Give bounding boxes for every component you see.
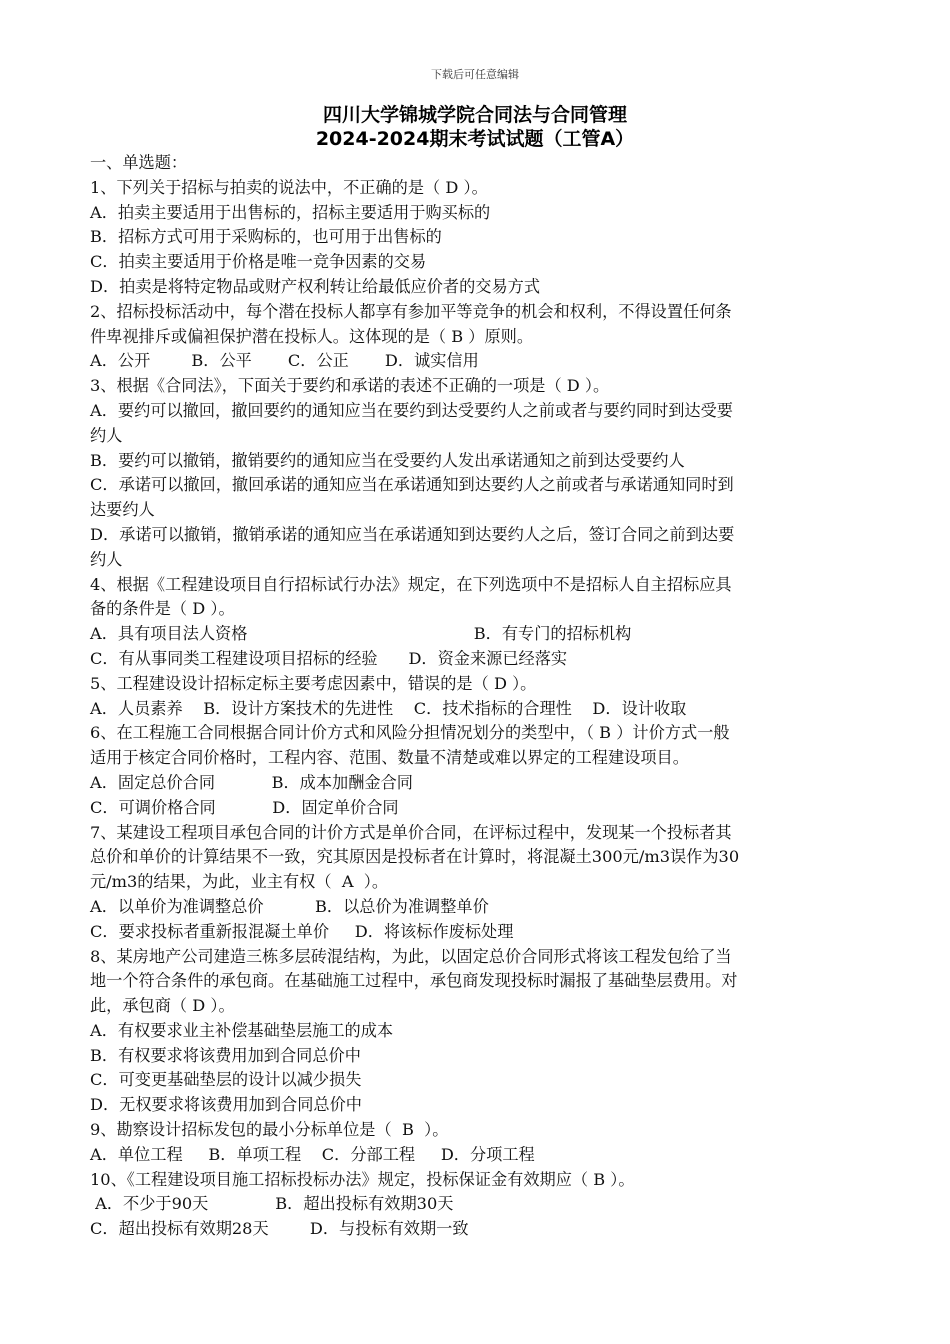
text-line: A．固定总价合同 B．成本加酬金合同 <box>90 772 413 792</box>
text-line: D．无权要求将该费用加到合同总价中 <box>90 1095 362 1115</box>
section-heading: 一、单选题： <box>90 153 188 172</box>
text-line: C．可调价格合同 D．固定单价合同 <box>90 797 399 817</box>
text-line: C．承诺可以撤回，撤回承诺的通知应当在承诺通知到达要约人之前或者与承诺通知同时到 <box>90 475 734 495</box>
text-line: B．招标方式可用于采购标的，也可用于出售标的 <box>90 227 442 247</box>
text-line: C．超出投标有效期28天 D．与投标有效期一致 <box>90 1219 469 1239</box>
exam-body <box>90 151 860 1242</box>
text-line: A．以单价为准调整总价 B．以总价为准调整单价 <box>90 896 489 916</box>
text-line: 8、某房地产公司建造三栋多层砖混结构，为此，以固定总价合同形式将该工程发包给了当 <box>90 946 732 966</box>
text-line: A．要约可以撤回，撤回要约的通知应当在要约到达受要约人之前或者与要约同时到达受要 <box>90 400 733 420</box>
text-line: 地一个符合条件的承包商。在基础施工过程中，承包商发现投标时漏报了基础垫层费用。对 <box>90 971 738 991</box>
text-line: 6、在工程施工合同根据合同计价方式和风险分担情况划分的类型中，（ B ）计价方式一般 <box>90 723 730 743</box>
text-line: D．拍卖是将特定物品或财产权利转让给最低应价者的交易方式 <box>90 276 541 296</box>
text-line: A．单位工程 B．单项工程 C．分部工程 D．分项工程 <box>90 1144 535 1164</box>
download-note: 下载后可任意编辑 <box>431 68 519 81</box>
text-line: 此，承包商（ D ）。 <box>90 996 235 1016</box>
text-line: 约人 <box>90 549 123 569</box>
text-line: 2、招标投标活动中，每个潜在投标人都享有参加平等竞争的机会和权利，不得设置任何条 <box>90 301 732 321</box>
text-line: 4、根据《工程建设项目自行招标试行办法》规定，在下列选项中不是招标人自主招标应具 <box>90 574 732 594</box>
text-line: 总价和单价的计算结果不一致，究其原因是投标者在计算时，将混凝土300元/m3误作为30 <box>90 847 740 867</box>
text-line: A．不少于90天 B．超出投标有效期30天 <box>90 1194 454 1214</box>
text-line: 3、根据《合同法》，下面关于要约和承诺的表述不正确的一项是（ D ）。 <box>90 376 610 396</box>
text-line: 元/m3的结果，为此，业主有权（ A ）。 <box>90 872 389 892</box>
text-line: 9、勘察设计招标发包的最小分标单位是（ B ）。 <box>90 1120 449 1140</box>
text-line: A．具有项目法人资格 B．有专门的招标机构 <box>90 624 632 644</box>
document-title: 四川大学锦城学院合同法与合同管理 <box>322 104 627 126</box>
text-line: A．公开 B．公平 C．公正 D．诚实信用 <box>90 351 479 371</box>
text-line: C．可变更基础垫层的设计以减少损失 <box>90 1070 362 1090</box>
text-line: B．有权要求将该费用加到合同总价中 <box>90 1045 361 1065</box>
text-line: C．有从事同类工程建设项目招标的经验 D．资金来源已经落实 <box>90 648 568 668</box>
text-line: C．拍卖主要适用于价格是唯一竞争因素的交易 <box>90 252 427 272</box>
text-line: A．拍卖主要适用于出售标的，招标主要适用于购买标的 <box>90 202 491 222</box>
text-line: D．承诺可以撤销，撤销承诺的通知应当在承诺通知到达要约人之后，签订合同之前到达要 <box>90 524 735 544</box>
text-line: 10、《工程建设项目施工招标投标办法》规定，投标保证金有效期应（ B ）。 <box>90 1169 635 1189</box>
document-subtitle: 2024-2024期末考试试题（工管A） <box>315 128 635 150</box>
text-line: 达要约人 <box>90 500 155 520</box>
text-line: A．有权要求业主补偿基础垫层施工的成本 <box>90 1020 394 1040</box>
text-line: 5、工程建设设计招标定标主要考虑因素中，错误的是（ D ）。 <box>90 673 537 693</box>
text-line: C．要求投标者重新报混凝土单价 D．将该标作废标处理 <box>90 921 514 941</box>
text-line: 约人 <box>90 425 123 445</box>
text-line: 件卑视排斥或偏袒保护潜在投标人。这体现的是（ B ）原则。 <box>90 326 534 346</box>
text-line: A．人员素养 B．设计方案技术的先进性 C．技术指标的合理性 D．设计收取 <box>90 698 687 718</box>
text-line: 7、某建设工程项目承包合同的计价方式是单价合同，在评标过程中，发现某一个投标者其 <box>90 822 732 842</box>
question-list <box>90 176 860 1242</box>
text-line: 1、下列关于招标与拍卖的说法中，不正确的是（ D ）。 <box>90 177 488 197</box>
text-line: 备的条件是（ D ）。 <box>90 599 235 619</box>
text-line: B．要约可以撤销，撤销要约的通知应当在受要约人发出承诺通知之前到达受要约人 <box>90 450 685 470</box>
text-line: 适用于核定合同价格时，工程内容、范围、数量不清楚或难以界定的工程建设项目。 <box>90 748 689 768</box>
